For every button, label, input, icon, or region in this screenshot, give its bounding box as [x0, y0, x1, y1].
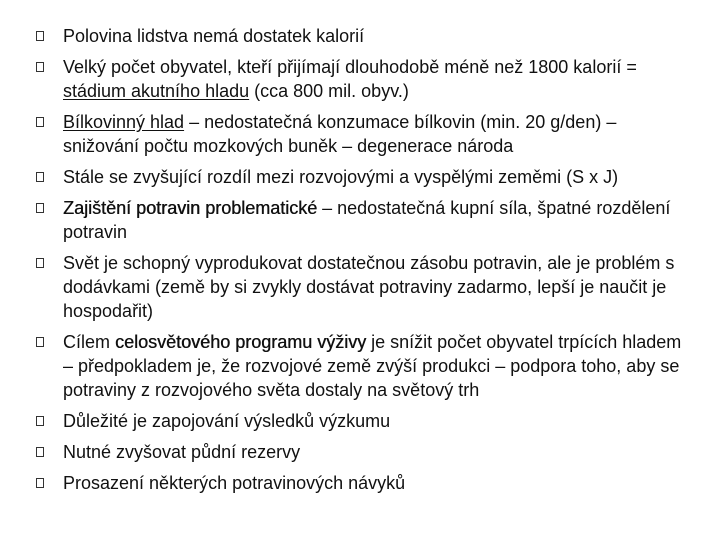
bullet-text-segment: Stále se zvyšující rozdíl mezi rozvojovými a vyspělými zeměmi (S x J) — [63, 167, 619, 187]
underlined-text: Bílkovinný hlad — [63, 112, 185, 132]
bullet-text — [63, 167, 618, 187]
bullet-text — [63, 198, 670, 242]
bullet-text-segment: – nedostatečná kupní síla, špatné rozdělení potravin — [63, 198, 671, 242]
square-bullet-icon — [36, 478, 44, 488]
bullet-item — [0, 55, 720, 103]
bullet-text-segment: – nedostatečná konzumace bílkovin (min. 20 g/den) – snižování počtu mozkových buněk – degenerace národa — [63, 112, 617, 156]
bullet-text-segment: je snížit počet obyvatel trpících hladem – předpokladem je, že rozvojové země zvýší produkci – podpora toho, aby se potraviny z rozvojového světa dostaly na světový trh — [63, 332, 682, 400]
square-bullet-icon — [36, 337, 44, 347]
bullet-text-segment: Prosazení některých potravinových návyků — [63, 473, 406, 493]
square-bullet-icon — [36, 172, 44, 182]
bullet-text — [63, 442, 300, 462]
bullet-text — [63, 57, 637, 101]
underlined-text: stádium akutního hladu — [63, 81, 250, 101]
square-bullet-icon — [36, 258, 44, 268]
bullet-text-segment: Velký počet obyvatel, kteří přijímají dlouhodobě méně než 1800 kalorií = — [63, 57, 637, 77]
bullet-text — [63, 473, 405, 493]
emphasized-text: celosvětového programu výživy — [115, 332, 367, 352]
square-bullet-icon — [36, 117, 44, 127]
bullet-text-segment: Cílem — [63, 332, 116, 352]
bullet-item — [0, 110, 720, 158]
bullet-item — [0, 196, 720, 244]
bullet-item — [0, 440, 720, 464]
bullet-text-segment: (cca 800 mil. obyv.) — [249, 81, 409, 101]
bullet-text — [63, 112, 616, 156]
square-bullet-icon — [36, 31, 44, 41]
bullet-text-segment: Svět je schopný vyprodukovat dostatečnou zásobu potravin, ale je problém s dodávkami (země by si zvykly dostávat potraviny zadarmo, lepší je naučit je hospodařit) — [63, 253, 675, 321]
bullet-text-segment: Důležité je zapojování výsledků výzkumu — [63, 411, 391, 431]
bullet-item — [0, 165, 720, 189]
bullet-item — [0, 24, 720, 48]
bullet-text — [63, 411, 390, 431]
bullet-text-segment: Nutné zvyšovat půdní rezervy — [63, 442, 301, 462]
square-bullet-icon — [36, 416, 44, 426]
square-bullet-icon — [36, 62, 44, 72]
bullet-text — [63, 253, 674, 321]
bullet-list — [0, 24, 720, 502]
bullet-item — [0, 330, 720, 402]
bullet-item — [0, 471, 720, 495]
emphasized-text: Zajištění potravin problematické — [63, 198, 318, 218]
bullet-text — [63, 332, 681, 400]
bullet-text — [63, 26, 364, 46]
bullet-item — [0, 409, 720, 433]
bullet-item — [0, 251, 720, 323]
square-bullet-icon — [36, 447, 44, 457]
bullet-text-segment: Polovina lidstva nemá dostatek kalorií — [63, 26, 365, 46]
square-bullet-icon — [36, 203, 44, 213]
